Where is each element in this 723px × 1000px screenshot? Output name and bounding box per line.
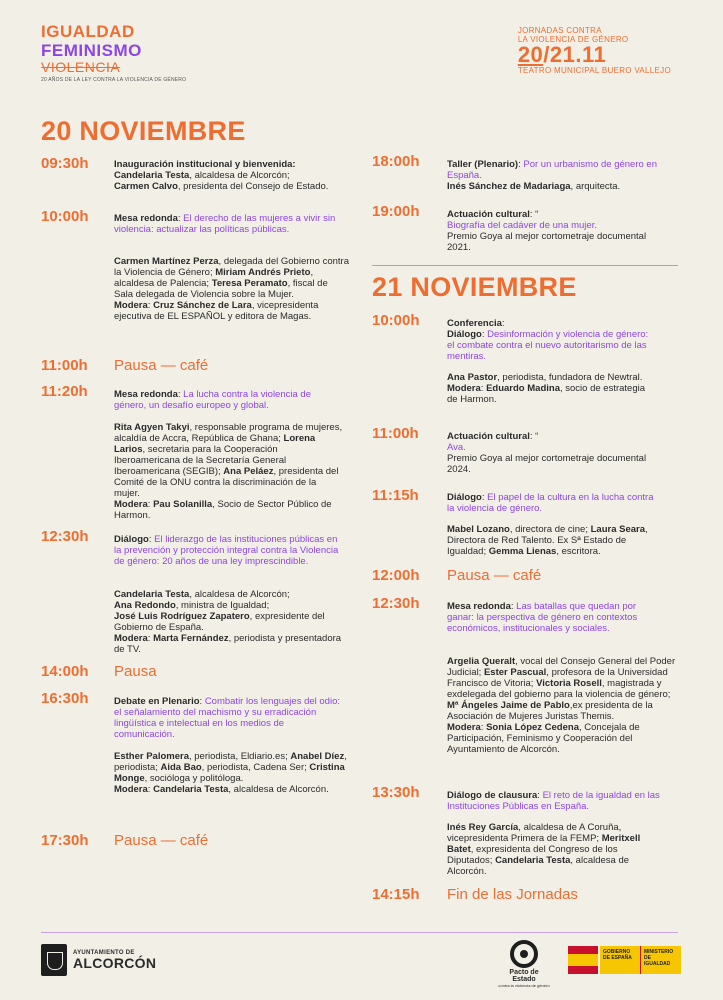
event-extra: Premio Goya al mejor cortometraje documental 2024.	[447, 453, 647, 475]
event-time: 18:00h	[372, 153, 420, 170]
event-info-line1: JORNADAS CONTRA	[517, 26, 602, 35]
event-time: 12:30h	[372, 595, 420, 612]
speaker-name: Anabel Díez	[290, 751, 345, 762]
event-quote: : “	[529, 209, 539, 220]
event-speakers: Argelia Queralt, vocal del Consejo General del Poder Judicial; Ester Pascual, profesora de la Universidad Francisco de Vitoria; Victoria Rosell, magistrada y exdelegada del gobierno para la violencia de género; Mª Ángeles Jaime de Pablo,ex presidenta de la Asociación de Mujeres Juristas Themis. Modera: Sonia López Cedena, Concejala de Participación, Feminismo y Cooperación del Ayuntamiento de Alcorcón.	[447, 656, 676, 755]
event-time: 19:00h	[372, 203, 420, 220]
event-speakers: Ana Pastor, periodista, fundadora de Newtral. Modera: Eduardo Madina, socio de estrategia de Harmon.	[447, 372, 646, 405]
speaker-role: , presidenta del Comité de la ONU contra la discriminación de la mujer.	[114, 466, 339, 499]
event-type: Actuación cultural	[447, 431, 530, 442]
event-topic: Combatir los lenguajes del odio: el señalamiento del machismo y su erradicación lingüística e intelectual en los medios de comunicación.	[114, 696, 341, 740]
event-time: 11:00h	[41, 357, 88, 374]
event-title: Inauguración institucional y bienvenida:	[114, 159, 296, 170]
speaker-name: Lorena Larios	[114, 433, 316, 455]
event-time: 11:00h	[372, 425, 419, 442]
event-text: Conferencia: Diálogo: Desinformación y violencia de género: el combate contra el nuevo autoritarismo de las mentiras.	[447, 318, 649, 362]
speaker-name: Argelia Queralt	[447, 656, 516, 667]
speaker-name: Candelaria Testa	[114, 170, 190, 181]
event-topic: Por un urbanismo de género en España.	[447, 159, 657, 181]
event-text: Diálogo: El liderazgo de las instituciones públicas en la prevención y protección integral contra la Violencia de género: 20 años de una ley imprescindible.	[114, 534, 339, 567]
event-venue: TEATRO MUNICIPAL BUERO VALLEJO	[517, 66, 671, 75]
speaker-role: , expresidente del Gobierno de España.	[114, 611, 325, 633]
speaker-role: , presidenta del Consejo de Estado.	[177, 181, 329, 192]
speaker-name: Candelaria Testa	[114, 589, 190, 600]
event-topic: Desinformación y violencia de género: el combate contra el nuevo autoritarismo de las mentiras.	[447, 329, 649, 362]
speaker-name: Candelaria Testa	[495, 855, 571, 866]
speaker-role: , periodista, Cadena Ser;	[201, 762, 307, 773]
event-type: Conferencia	[447, 318, 502, 329]
logo-subtitle: 20 AÑOS DE LA LEY CONTRA LA VIOLENCIA DE GÉNERO	[41, 77, 187, 83]
speaker-role: , periodista, fundadora de Newtral.	[497, 372, 643, 383]
speaker-name: Cruz Sánchez de Lara	[153, 300, 252, 311]
speaker-role: , magistrada y exdelegada del gobierno para la violencia de género;	[447, 678, 671, 700]
speaker-role: , arquitecta.	[570, 181, 621, 192]
moderator-label: Modera	[447, 722, 481, 733]
speaker-role: , alcaldesa de Alcorcón.	[228, 784, 329, 795]
speaker-role: , escritora.	[556, 546, 601, 557]
event-speakers: Esther Palomera, periodista, Eldiario.es; Anabel Díez, periodista; Aida Bao, periodista, Cadena Ser; Cristina Monge, socióloga y politóloga. Modera: Candelaria Testa, alcaldesa de Alcorcón.	[114, 751, 347, 795]
speaker-role: , alcaldesa de Alcorcón.	[447, 855, 630, 877]
gobierno-label: GOBIERNO DE ESPAÑA	[603, 949, 632, 961]
event-text: Mesa redonda: La lucha contra la violencia de género, un desafío europeo y global.	[114, 389, 311, 411]
event-speakers: Candelaria Testa, alcaldesa de Alcorcón; Ana Redondo, ministra de Igualdad; José Luis Rodríguez Zapatero, expresidente del Gobierno de España. Modera: Marta Fernández, periodista y presentadora de TV.	[114, 589, 342, 655]
event-date-b: /21.11	[543, 42, 607, 67]
event-type: Actuación cultural	[447, 209, 530, 220]
speaker-name: Candelaria Testa	[153, 784, 229, 795]
speaker-role: , vocal del Consejo General del Poder Judicial;	[447, 656, 676, 678]
speaker-name: Sonia López Cedena	[486, 722, 579, 733]
event-info-line2: LA VIOLENCIA DE GÉNERO	[517, 35, 629, 44]
event-type: Debate en Plenario	[114, 696, 200, 707]
closing-label: Fin de las Jornadas	[447, 886, 578, 903]
gobierno-logo	[568, 946, 681, 974]
event-subtype: Diálogo	[447, 329, 482, 340]
speaker-role: , periodista;	[114, 751, 347, 773]
event-text	[114, 159, 344, 192]
event-text: Mesa redonda: El derecho de las mujeres a vivir sin violencia: actualizar las políticas públicas.	[114, 213, 336, 235]
event-type: Diálogo de clausura	[447, 790, 538, 801]
event-extra: Premio Goya al mejor cortometraje documental 2021.	[447, 231, 647, 253]
event-topic: El derecho de las mujeres a vivir sin violencia: actualizar las políticas públicas.	[114, 213, 336, 235]
day2-title: 21 NOVIEMBRE	[372, 272, 577, 302]
event-topic: El papel de la cultura en la lucha contra la violencia de género.	[447, 492, 654, 514]
event-type: Diálogo	[114, 534, 149, 545]
event-text: Taller (Plenario): Por un urbanismo de género en España. Inés Sánchez de Madariaga, arquitecta.	[447, 159, 657, 192]
speaker-role: , expresidenta del Congreso de los Diputados;	[447, 844, 618, 866]
speaker-role: , Socio de Sector Público de Harmon.	[114, 499, 332, 521]
speaker-role: , alcaldesa de Palencia;	[114, 267, 314, 289]
speaker-role: , directora de cine;	[509, 524, 588, 535]
spain-crest-icon	[568, 946, 598, 974]
speaker-name: Pau Solanilla	[153, 499, 213, 510]
speaker-name: Laura Seara	[590, 524, 646, 535]
speaker-role: , socio de estrategia de Harmon.	[447, 383, 646, 405]
speaker-role: , profesora de la Universidad Francisco de Vitoria;	[447, 667, 668, 689]
event-speakers: Rita Agyen Takyi, responsable programa de mujeres, alcaldía de Accra, República de Ghana; Lorena Larios, secretaria para la Cooperación Iberoamericana de la Secretaría General Iberoamericana (SEGIB); Ana Peláez, presidenta del Comité de la ONU contra la discriminación de la mujer. Modera: Pau Solanilla, Socio de Sector Público de Harmon.	[114, 422, 343, 521]
speaker-role: , Concejala de Participación, Feminismo y Cooperación del Ayuntamiento de Alcorcón.	[447, 722, 640, 755]
event-topic: La lucha contra la violencia de género, un desafío europeo y global.	[114, 389, 311, 411]
day1-title: 20 NOVIEMBRE	[41, 116, 246, 146]
speaker-role: ,ex presidenta de la Asociación de Mujeres Juristas Themis.	[447, 700, 653, 722]
speaker-role: , alcaldesa de A Coruña, vicepresidenta Primera de la FEMP;	[447, 822, 622, 844]
pacto-estado-logo	[497, 940, 551, 988]
event-text: Diálogo: El papel de la cultura en la lucha contra la violencia de género.	[447, 492, 654, 514]
speaker-role: , alcaldesa de Alcorcón;	[189, 170, 290, 181]
pacto-subtitle: contra la violencia de género	[498, 983, 550, 988]
event-topic: Ava.	[447, 442, 466, 453]
event-time: 11:20h	[41, 383, 88, 400]
alcorcon-shield-icon	[41, 944, 67, 976]
event-date-a: 20	[517, 42, 544, 67]
speaker-name: Rita Agyen Takyi	[114, 422, 190, 433]
event-time: 11:15h	[372, 487, 419, 504]
logo-line-feminismo: FEMINISMO	[41, 41, 142, 60]
moderator-label: Modera	[114, 784, 148, 795]
event-text: Diálogo de clausura: El reto de la igualdad en las Instituciones Públicas en España.	[447, 790, 660, 812]
speaker-role: , responsable programa de mujeres, alcaldía de Accra, República de Ghana;	[114, 422, 343, 444]
speaker-name: Victoria Rosell	[536, 678, 602, 689]
right-column	[372, 0, 682, 930]
event-text: Debate en Plenario: Combatir los lenguajes del odio: el señalamiento del machismo y su erradicación lingüística e intelectual en los medios de comunicación.	[114, 696, 341, 740]
speaker-role: , vicepresidenta ejecutiva de EL ESPAÑOL y editora de Magas.	[114, 300, 319, 322]
speaker-name: Miriam Andrés Prieto	[215, 267, 311, 278]
speaker-role: , ministra de Igualdad;	[175, 600, 270, 611]
moderator-label: Modera	[114, 633, 148, 644]
event-text: Mesa redonda: Las batallas que quedan por ganar: la perspectiva de género en contextos económicos, institucionales y sociales.	[447, 601, 638, 634]
speaker-name: Ana Pastor	[447, 372, 498, 383]
event-time: 14:00h	[41, 663, 89, 680]
event-time: 12:00h	[372, 567, 420, 584]
speaker-name: Gemma Lienas	[488, 546, 557, 557]
event-time: 17:30h	[41, 832, 89, 849]
speaker-name: Ana Redondo	[114, 600, 176, 611]
event-quote: : “	[529, 431, 539, 442]
pause-label: Pausa — café	[114, 832, 209, 849]
speaker-role: , periodista, Eldiario.es;	[188, 751, 288, 762]
speaker-name: Inés Sánchez de Madariaga	[447, 181, 571, 192]
speaker-role: , fiscal de Sala delegada de Violencia sobre la Mujer.	[114, 278, 328, 300]
logo-line-violencia: VIOLENCIA	[41, 59, 121, 75]
speaker-name: Eduardo Madina	[486, 383, 560, 394]
event-topic: El reto de la igualdad en las Instituciones Públicas en España.	[447, 790, 660, 812]
event-time: 10:00h	[41, 208, 89, 225]
event-speakers	[447, 822, 662, 877]
event-time: 14:15h	[372, 886, 420, 903]
event-text	[447, 431, 657, 475]
alcorcon-name: ALCORCÓN	[73, 955, 157, 971]
event-topic: El liderazgo de las instituciones públicas en la prevención y protección integral contra la Violencia de género: 20 años de una ley imprescindible.	[114, 534, 339, 567]
event-time: 16:30h	[41, 690, 89, 707]
day-separator	[372, 265, 678, 266]
speaker-name: Ester Pascual	[483, 667, 547, 678]
speaker-name: Inés Rey García	[447, 822, 519, 833]
speaker-role: , alcaldesa de Alcorcón;	[189, 589, 290, 600]
speaker-name: Teresa Peramato	[211, 278, 288, 289]
speaker-name: Carmen Martínez Perza	[114, 256, 219, 267]
left-column	[41, 0, 356, 930]
speaker-role: , periodista y presentadora de TV.	[114, 633, 342, 655]
gobierno-box	[600, 946, 681, 974]
event-time: 13:30h	[372, 784, 420, 801]
speaker-name: José Luis Rodríguez Zapatero	[114, 611, 250, 622]
event-time: 12:30h	[41, 528, 89, 545]
speaker-name: Ana Peláez	[223, 466, 274, 477]
event-topic: Biografía del cadáver de una mujer.	[447, 220, 597, 231]
event-time: 10:00h	[372, 312, 420, 329]
event-topic: Las batallas que quedan por ganar: la perspectiva de género en contextos económicos, institucionales y sociales.	[447, 601, 638, 634]
event-type: Diálogo	[447, 492, 482, 503]
pause-label: Pausa — café	[447, 567, 542, 584]
event-time: 09:30h	[41, 155, 89, 172]
speaker-name: Mabel Lozano	[447, 524, 510, 535]
event-type: Mesa redonda	[114, 213, 178, 224]
speaker-name: Meritxell Batet	[447, 833, 641, 855]
pause-label: Pausa	[114, 663, 157, 680]
event-type: Mesa redonda	[447, 601, 511, 612]
speaker-name: Cristina Monge	[114, 762, 345, 784]
speaker-name: Mª Ángeles Jaime de Pablo	[447, 700, 570, 711]
ministerio-label: MINISTERIO DE IGUALDAD	[640, 946, 681, 974]
event-type: Mesa redonda	[114, 389, 178, 400]
footer-divider	[41, 932, 678, 933]
speaker-role: , socióloga y politóloga.	[144, 773, 244, 784]
event-speakers: Carmen Martínez Perza, delegada del Gobierno contra la Violencia de Género; Miriam Andrés Prieto, alcaldesa de Palencia; Teresa Peramato, fiscal de Sala delegada de Violencia sobre la Mujer. Modera: Cruz Sánchez de Lara, vicepresidenta ejecutiva de EL ESPAÑOL y editora de Magas.	[114, 256, 350, 322]
event-text	[447, 209, 657, 253]
speaker-name: Aida Bao	[160, 762, 202, 773]
pacto-title: Pacto de Estado	[509, 969, 539, 983]
speaker-role: , Directora de Red Talento. Ex Sª Estado de Igualdad;	[447, 524, 648, 557]
event-type: Taller (Plenario)	[447, 159, 519, 170]
alcorcon-top: AYUNTAMIENTO DE	[73, 950, 135, 956]
speaker-name: Carmen Calvo	[114, 181, 178, 192]
pacto-circle-icon	[510, 940, 538, 968]
moderator-label: Modera	[114, 300, 148, 311]
speaker-role: , delegada del Gobierno contra la Violencia de Género;	[114, 256, 350, 278]
speaker-name: Esther Palomera	[114, 751, 189, 762]
moderator-label: Modera	[114, 499, 148, 510]
moderator-label: Modera	[447, 383, 481, 394]
logo-line-igualdad: IGUALDAD	[41, 22, 135, 41]
pause-label: Pausa — café	[114, 357, 209, 374]
alcorcon-logo	[41, 944, 156, 976]
event-speakers	[447, 524, 657, 557]
speaker-role: , secretaria para la Cooperación Iberoamericana de la Secretaría General Iberoamericana (SEGIB);	[114, 444, 287, 477]
speaker-name: Marta Fernández	[153, 633, 229, 644]
